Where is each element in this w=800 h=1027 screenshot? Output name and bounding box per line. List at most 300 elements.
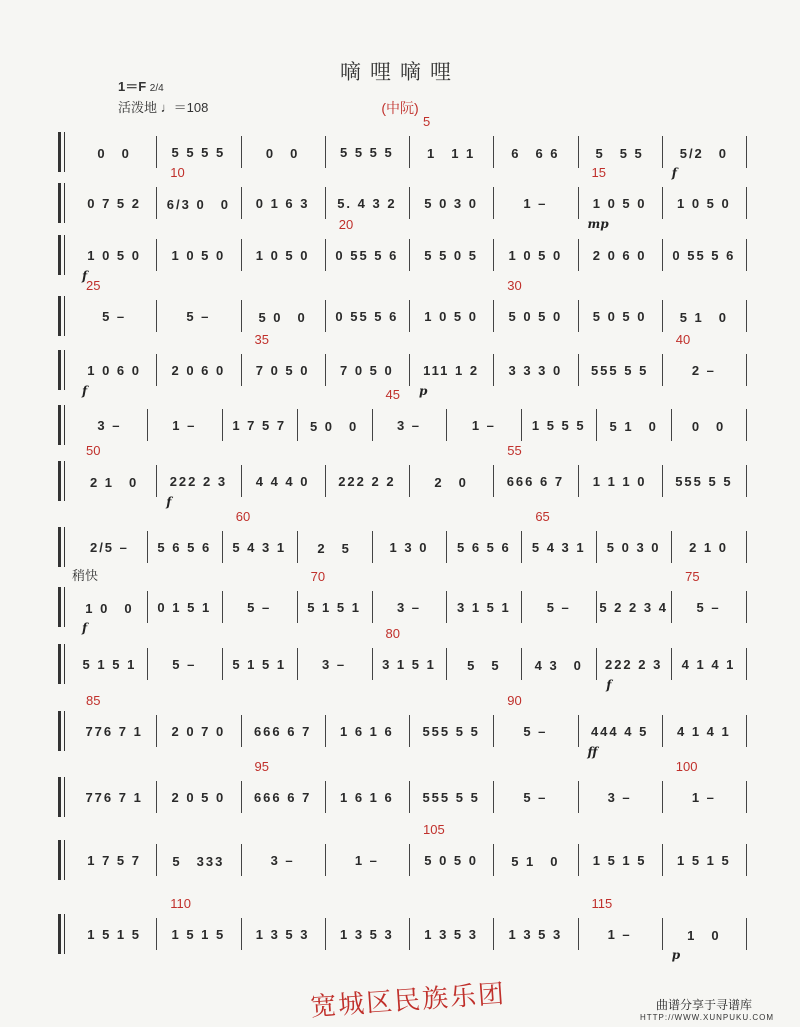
barline <box>147 531 148 563</box>
barline <box>241 715 242 747</box>
barline <box>493 187 494 219</box>
barline <box>325 715 326 747</box>
measure-number: 35 <box>254 332 269 347</box>
barline <box>222 531 223 563</box>
measure: 1 0 <box>687 927 721 943</box>
barline <box>746 844 747 876</box>
measure: 5 0 0 <box>309 418 359 434</box>
measure: 5. 4 3 2 <box>337 195 397 211</box>
measure-number: 60 <box>235 509 251 524</box>
start-barline-thin <box>64 405 65 445</box>
measure: 555 5 5 <box>590 362 649 378</box>
measure: 3 – <box>322 656 347 672</box>
measure: 1 3 5 3 <box>339 926 394 942</box>
barline <box>493 239 494 271</box>
measure: 1 0 5 0 <box>676 195 731 211</box>
barline <box>493 715 494 747</box>
measure: 1 5 5 5 <box>531 417 586 433</box>
barline <box>596 591 597 623</box>
measure-number: 100 <box>675 759 698 774</box>
barline <box>662 781 663 813</box>
start-barline-thin <box>64 777 65 817</box>
barline <box>746 409 747 441</box>
dynamic-marking: ff <box>587 745 598 759</box>
measure: 5 – <box>247 599 272 615</box>
barline <box>493 300 494 332</box>
measure: 1 7 5 7 <box>87 852 141 868</box>
measure: 5 6 5 6 <box>456 539 511 555</box>
measure-number: 15 <box>591 165 606 180</box>
barline <box>241 781 242 813</box>
measure: 0 1 6 3 <box>255 195 310 211</box>
barline <box>409 354 410 386</box>
start-barline <box>58 711 61 751</box>
measure: 1 – <box>523 195 548 211</box>
measure: 0 7 5 2 <box>87 195 141 211</box>
tempo-value: ♩＝108 <box>160 100 209 115</box>
measure-number: 65 <box>535 509 550 524</box>
barline <box>493 465 494 497</box>
measure: 5 1 5 1 <box>307 599 361 615</box>
measure-number: 75 <box>685 569 700 584</box>
barline <box>521 531 522 563</box>
measure: 666 6 7 <box>506 473 565 489</box>
barline <box>156 918 157 950</box>
measure: 3 – <box>97 417 122 433</box>
tempo-text: 活泼地 <box>118 100 158 115</box>
measure: 5 – <box>102 308 127 324</box>
measure-number: 95 <box>254 759 269 774</box>
measure: 5 5 5 5 <box>171 144 226 160</box>
barline <box>578 300 579 332</box>
measure: 1 – <box>607 926 632 942</box>
measure: 7 0 5 0 <box>255 362 310 378</box>
staff-line <box>58 626 748 692</box>
measure: 5 – <box>172 656 197 672</box>
barline <box>372 409 373 441</box>
measure-number: 20 <box>338 217 354 232</box>
barline <box>662 239 663 271</box>
measure: 0 55 5 6 <box>335 247 399 263</box>
measure-number: 80 <box>385 626 401 641</box>
measure: 5 5 0 5 <box>424 247 478 263</box>
measure: 6/3 0 0 <box>166 196 230 212</box>
barline <box>662 300 663 332</box>
measure: 1 0 5 0 <box>424 308 478 324</box>
barline <box>156 844 157 876</box>
instrument-label: (中阮) <box>381 100 419 116</box>
barline <box>372 531 373 563</box>
barline <box>596 409 597 441</box>
barline <box>409 136 410 168</box>
source-url: HTTP://WWW.XUNPUKU.COM <box>640 1013 774 1022</box>
dynamic-marking: f <box>166 495 172 509</box>
barline <box>662 844 663 876</box>
measure: 1 – <box>691 789 716 805</box>
start-barline-thin <box>64 644 65 684</box>
barline <box>241 844 242 876</box>
barline <box>662 187 663 219</box>
barline <box>241 465 242 497</box>
barline <box>493 136 494 168</box>
barline <box>409 715 410 747</box>
staff-line <box>58 759 748 817</box>
measure: 2 0 7 0 <box>171 723 226 739</box>
measure: 666 6 7 <box>253 723 312 739</box>
measure-number: 105 <box>423 822 445 837</box>
barline <box>156 465 157 497</box>
barline <box>409 918 410 950</box>
measure: 2 0 <box>434 474 468 490</box>
measure: 5 4 3 1 <box>232 539 287 555</box>
barline <box>746 715 747 747</box>
barline <box>578 781 579 813</box>
measure: 4 1 4 1 <box>676 723 731 739</box>
measure: 1 5 1 5 <box>676 852 731 868</box>
barline <box>746 648 747 680</box>
barline <box>596 648 597 680</box>
staff-line <box>58 896 748 962</box>
start-barline-thin <box>64 132 65 172</box>
barline <box>746 300 747 332</box>
measure: 1 – <box>354 852 379 868</box>
barline <box>662 354 663 386</box>
barline <box>409 300 410 332</box>
measure: 3 1 5 1 <box>456 599 511 615</box>
start-barline <box>58 461 61 501</box>
measure: 2 – <box>691 362 716 378</box>
measure: 5 0 0 <box>258 309 307 325</box>
measure: 1 3 0 <box>389 539 429 555</box>
barline <box>671 409 672 441</box>
score-title: 嘀哩嘀哩 <box>340 60 460 84</box>
dynamic-marking: f <box>82 384 88 398</box>
measure: 5 5 5 5 <box>339 144 394 160</box>
measure: 5 0 5 0 <box>592 308 647 324</box>
barline <box>325 136 326 168</box>
barline <box>746 465 747 497</box>
barline <box>578 465 579 497</box>
barline <box>521 648 522 680</box>
barline <box>521 409 522 441</box>
measure: 2 5 <box>317 540 351 556</box>
measure: 2 0 5 0 <box>171 789 226 805</box>
start-barline-thin <box>64 350 65 390</box>
measure: 5 – <box>546 599 571 615</box>
barline <box>325 187 326 219</box>
dynamic-marking: f <box>671 166 677 180</box>
measure-number: 5 <box>423 114 431 129</box>
measure: 1 0 6 0 <box>87 362 141 378</box>
measure: 1 0 0 <box>85 600 134 616</box>
measure: 5 0 5 0 <box>424 852 478 868</box>
barline <box>325 918 326 950</box>
barline <box>372 591 373 623</box>
measure: 0 1 5 1 <box>157 599 212 615</box>
measure: 1 5 1 5 <box>592 852 647 868</box>
measure: 2 0 6 0 <box>592 247 647 263</box>
barline <box>578 354 579 386</box>
measure: 1 0 5 0 <box>171 247 226 263</box>
barline <box>662 715 663 747</box>
measure-number: 40 <box>675 332 691 347</box>
measure: 2 0 6 0 <box>171 362 226 378</box>
measure: 3 – <box>270 852 295 868</box>
measure: 555 5 5 <box>422 723 480 739</box>
barline <box>578 844 579 876</box>
barline <box>222 648 223 680</box>
measure: 4 3 0 <box>534 657 583 673</box>
measure-number: 25 <box>86 278 101 293</box>
start-barline-thin <box>64 527 65 567</box>
start-barline <box>58 840 61 880</box>
measure: 111 1 2 <box>423 362 480 378</box>
barline <box>578 187 579 219</box>
time-signature: 2/4 <box>149 83 164 94</box>
start-barline <box>58 644 61 684</box>
ensemble-name: 宽城区民族乐团 <box>309 979 507 1023</box>
measure: 1 1 1 <box>426 145 476 161</box>
measure: 1 0 5 0 <box>592 195 647 211</box>
barline <box>222 409 223 441</box>
measure: 555 5 5 <box>422 789 480 805</box>
start-barline <box>58 296 61 336</box>
start-barline-thin <box>64 711 65 751</box>
measure: 0 0 <box>97 145 131 161</box>
dynamic-marking: p <box>419 384 428 398</box>
barline <box>325 781 326 813</box>
start-barline-thin <box>64 461 65 501</box>
measure: 5 1 5 1 <box>82 656 137 672</box>
barline <box>156 187 157 219</box>
barline <box>662 136 663 168</box>
measure: 5/2 0 <box>679 145 729 161</box>
barline <box>493 918 494 950</box>
start-barline-thin <box>64 235 65 275</box>
staff-line <box>58 509 748 567</box>
start-barline <box>58 405 61 445</box>
barline <box>297 409 298 441</box>
barline <box>325 844 326 876</box>
dynamic-marking: f <box>606 678 612 692</box>
start-barline-thin <box>64 296 65 336</box>
measure: 666 6 7 <box>253 789 312 805</box>
measure: 5 0 3 0 <box>606 539 661 555</box>
barline <box>297 648 298 680</box>
barline <box>147 591 148 623</box>
barline <box>156 715 157 747</box>
barline <box>409 239 410 271</box>
barline <box>746 239 747 271</box>
barline <box>671 648 672 680</box>
barline <box>493 844 494 876</box>
measure: 1 – <box>471 417 496 433</box>
barline <box>156 300 157 332</box>
measure-number: 70 <box>310 569 326 584</box>
measure: 5 2 2 3 4 <box>599 599 668 615</box>
measure: 776 7 1 <box>85 723 143 739</box>
measure: 5 1 0 <box>609 418 658 434</box>
key-label: 1＝F <box>118 79 147 94</box>
barline <box>409 844 410 876</box>
start-barline <box>58 527 61 567</box>
barline <box>372 648 373 680</box>
measure: 5 6 5 6 <box>157 539 212 555</box>
barline <box>746 354 747 386</box>
measure: 5 0 3 0 <box>424 195 478 211</box>
barline <box>241 300 242 332</box>
barline <box>493 781 494 813</box>
measure: 1 7 5 7 <box>232 417 287 433</box>
start-barline <box>58 777 61 817</box>
measure: 222 2 3 <box>169 473 228 489</box>
barline <box>746 531 747 563</box>
measure: 1 – <box>172 417 197 433</box>
barline <box>241 187 242 219</box>
barline <box>325 300 326 332</box>
measure: 222 2 2 <box>338 473 396 489</box>
staff-line <box>58 443 748 509</box>
measure: 5 5 5 <box>595 145 644 161</box>
measure-number: 55 <box>507 443 522 458</box>
measure: 4 1 4 1 <box>681 656 736 672</box>
measure: 1 0 5 0 <box>87 247 141 263</box>
measure: 1 0 5 0 <box>508 247 563 263</box>
barline <box>746 591 747 623</box>
source-note: 曲谱分享于寻谱库 <box>656 998 753 1012</box>
measure: 0 0 <box>691 418 726 434</box>
measure: 1 0 5 0 <box>255 247 310 263</box>
barline <box>521 591 522 623</box>
measure: 5 – <box>523 789 548 805</box>
barline <box>446 591 447 623</box>
barline <box>297 531 298 563</box>
barline <box>241 354 242 386</box>
barline <box>156 781 157 813</box>
start-barline <box>58 183 61 223</box>
measure: 5 0 5 0 <box>508 308 563 324</box>
barline <box>578 918 579 950</box>
barline <box>671 531 672 563</box>
barline <box>578 136 579 168</box>
measure: 1 6 1 6 <box>339 723 394 739</box>
start-barline-thin <box>64 914 65 954</box>
barline <box>662 918 663 950</box>
barline <box>241 918 242 950</box>
dynamic-marking: f <box>82 621 88 635</box>
measure-number: 45 <box>385 387 401 402</box>
measure: 5 1 5 1 <box>232 656 287 672</box>
barline <box>746 918 747 950</box>
key-signature <box>118 76 164 95</box>
start-barline-thin <box>64 183 65 223</box>
measure: 5 5 <box>467 657 501 673</box>
barline <box>662 465 663 497</box>
measure: 5 333 <box>172 853 225 869</box>
measure: 1 1 1 0 <box>592 473 647 489</box>
barline <box>222 591 223 623</box>
barline <box>156 239 157 271</box>
barline <box>147 648 148 680</box>
barline <box>241 239 242 271</box>
staff-line <box>58 387 748 445</box>
measure: 5 – <box>523 723 548 739</box>
barline <box>156 136 157 168</box>
barline <box>409 465 410 497</box>
measure: 3 1 5 1 <box>382 656 436 672</box>
measure: 5 – <box>696 599 721 615</box>
measure: 3 3 3 0 <box>508 362 563 378</box>
dynamic-marking: mp <box>587 217 609 231</box>
measure: 2 1 0 <box>89 474 139 490</box>
measure: 1 6 1 6 <box>339 789 394 805</box>
measure-number: 50 <box>86 443 101 458</box>
measure-number: 10 <box>170 165 185 180</box>
start-barline <box>58 132 61 172</box>
start-barline <box>58 914 61 954</box>
tempo-change-marking: 稍快 <box>72 568 99 583</box>
measure-number: 115 <box>591 896 613 911</box>
barline <box>578 239 579 271</box>
barline <box>746 187 747 219</box>
measure: 0 0 <box>265 145 300 161</box>
measure: 2/5 – <box>89 539 129 555</box>
start-barline <box>58 235 61 275</box>
measure: 3 – <box>396 417 422 433</box>
measure: 7 0 5 0 <box>339 362 394 378</box>
measure: 1 3 5 3 <box>508 926 563 942</box>
measure-number: 90 <box>507 693 522 708</box>
measure: 222 2 3 <box>604 656 663 672</box>
measure: 6 6 6 <box>511 145 560 161</box>
barline <box>446 648 447 680</box>
barline <box>147 409 148 441</box>
barline <box>156 354 157 386</box>
measure: 776 7 1 <box>85 789 143 805</box>
staff-line <box>58 822 748 880</box>
measure: 4 4 4 0 <box>255 473 310 489</box>
barline <box>446 409 447 441</box>
measure-number: 110 <box>170 896 191 911</box>
measure: 444 4 5 <box>590 723 649 739</box>
measure: 0 55 5 6 <box>672 247 736 263</box>
barline <box>409 187 410 219</box>
dynamic-marking: f <box>82 269 88 283</box>
barline <box>409 781 410 813</box>
staff-line <box>58 693 748 759</box>
barline <box>671 591 672 623</box>
start-barline <box>58 350 61 390</box>
measure: 5 – <box>186 308 211 324</box>
measure-number: 85 <box>86 693 101 708</box>
barline <box>493 354 494 386</box>
measure: 3 – <box>396 599 422 615</box>
measure: 1 3 5 3 <box>424 926 478 942</box>
measure: 2 1 0 <box>689 539 728 555</box>
measure: 5 1 0 <box>679 309 729 325</box>
barline <box>578 715 579 747</box>
measure: 1 5 1 5 <box>171 926 226 942</box>
barline <box>746 136 747 168</box>
barline <box>446 531 447 563</box>
staff-line <box>58 278 748 336</box>
barline <box>596 531 597 563</box>
measure: 3 – <box>607 789 632 805</box>
barline <box>325 239 326 271</box>
measure: 0 55 5 6 <box>335 308 399 324</box>
measure: 555 5 5 <box>675 473 733 489</box>
measure: 1 3 5 3 <box>255 926 310 942</box>
